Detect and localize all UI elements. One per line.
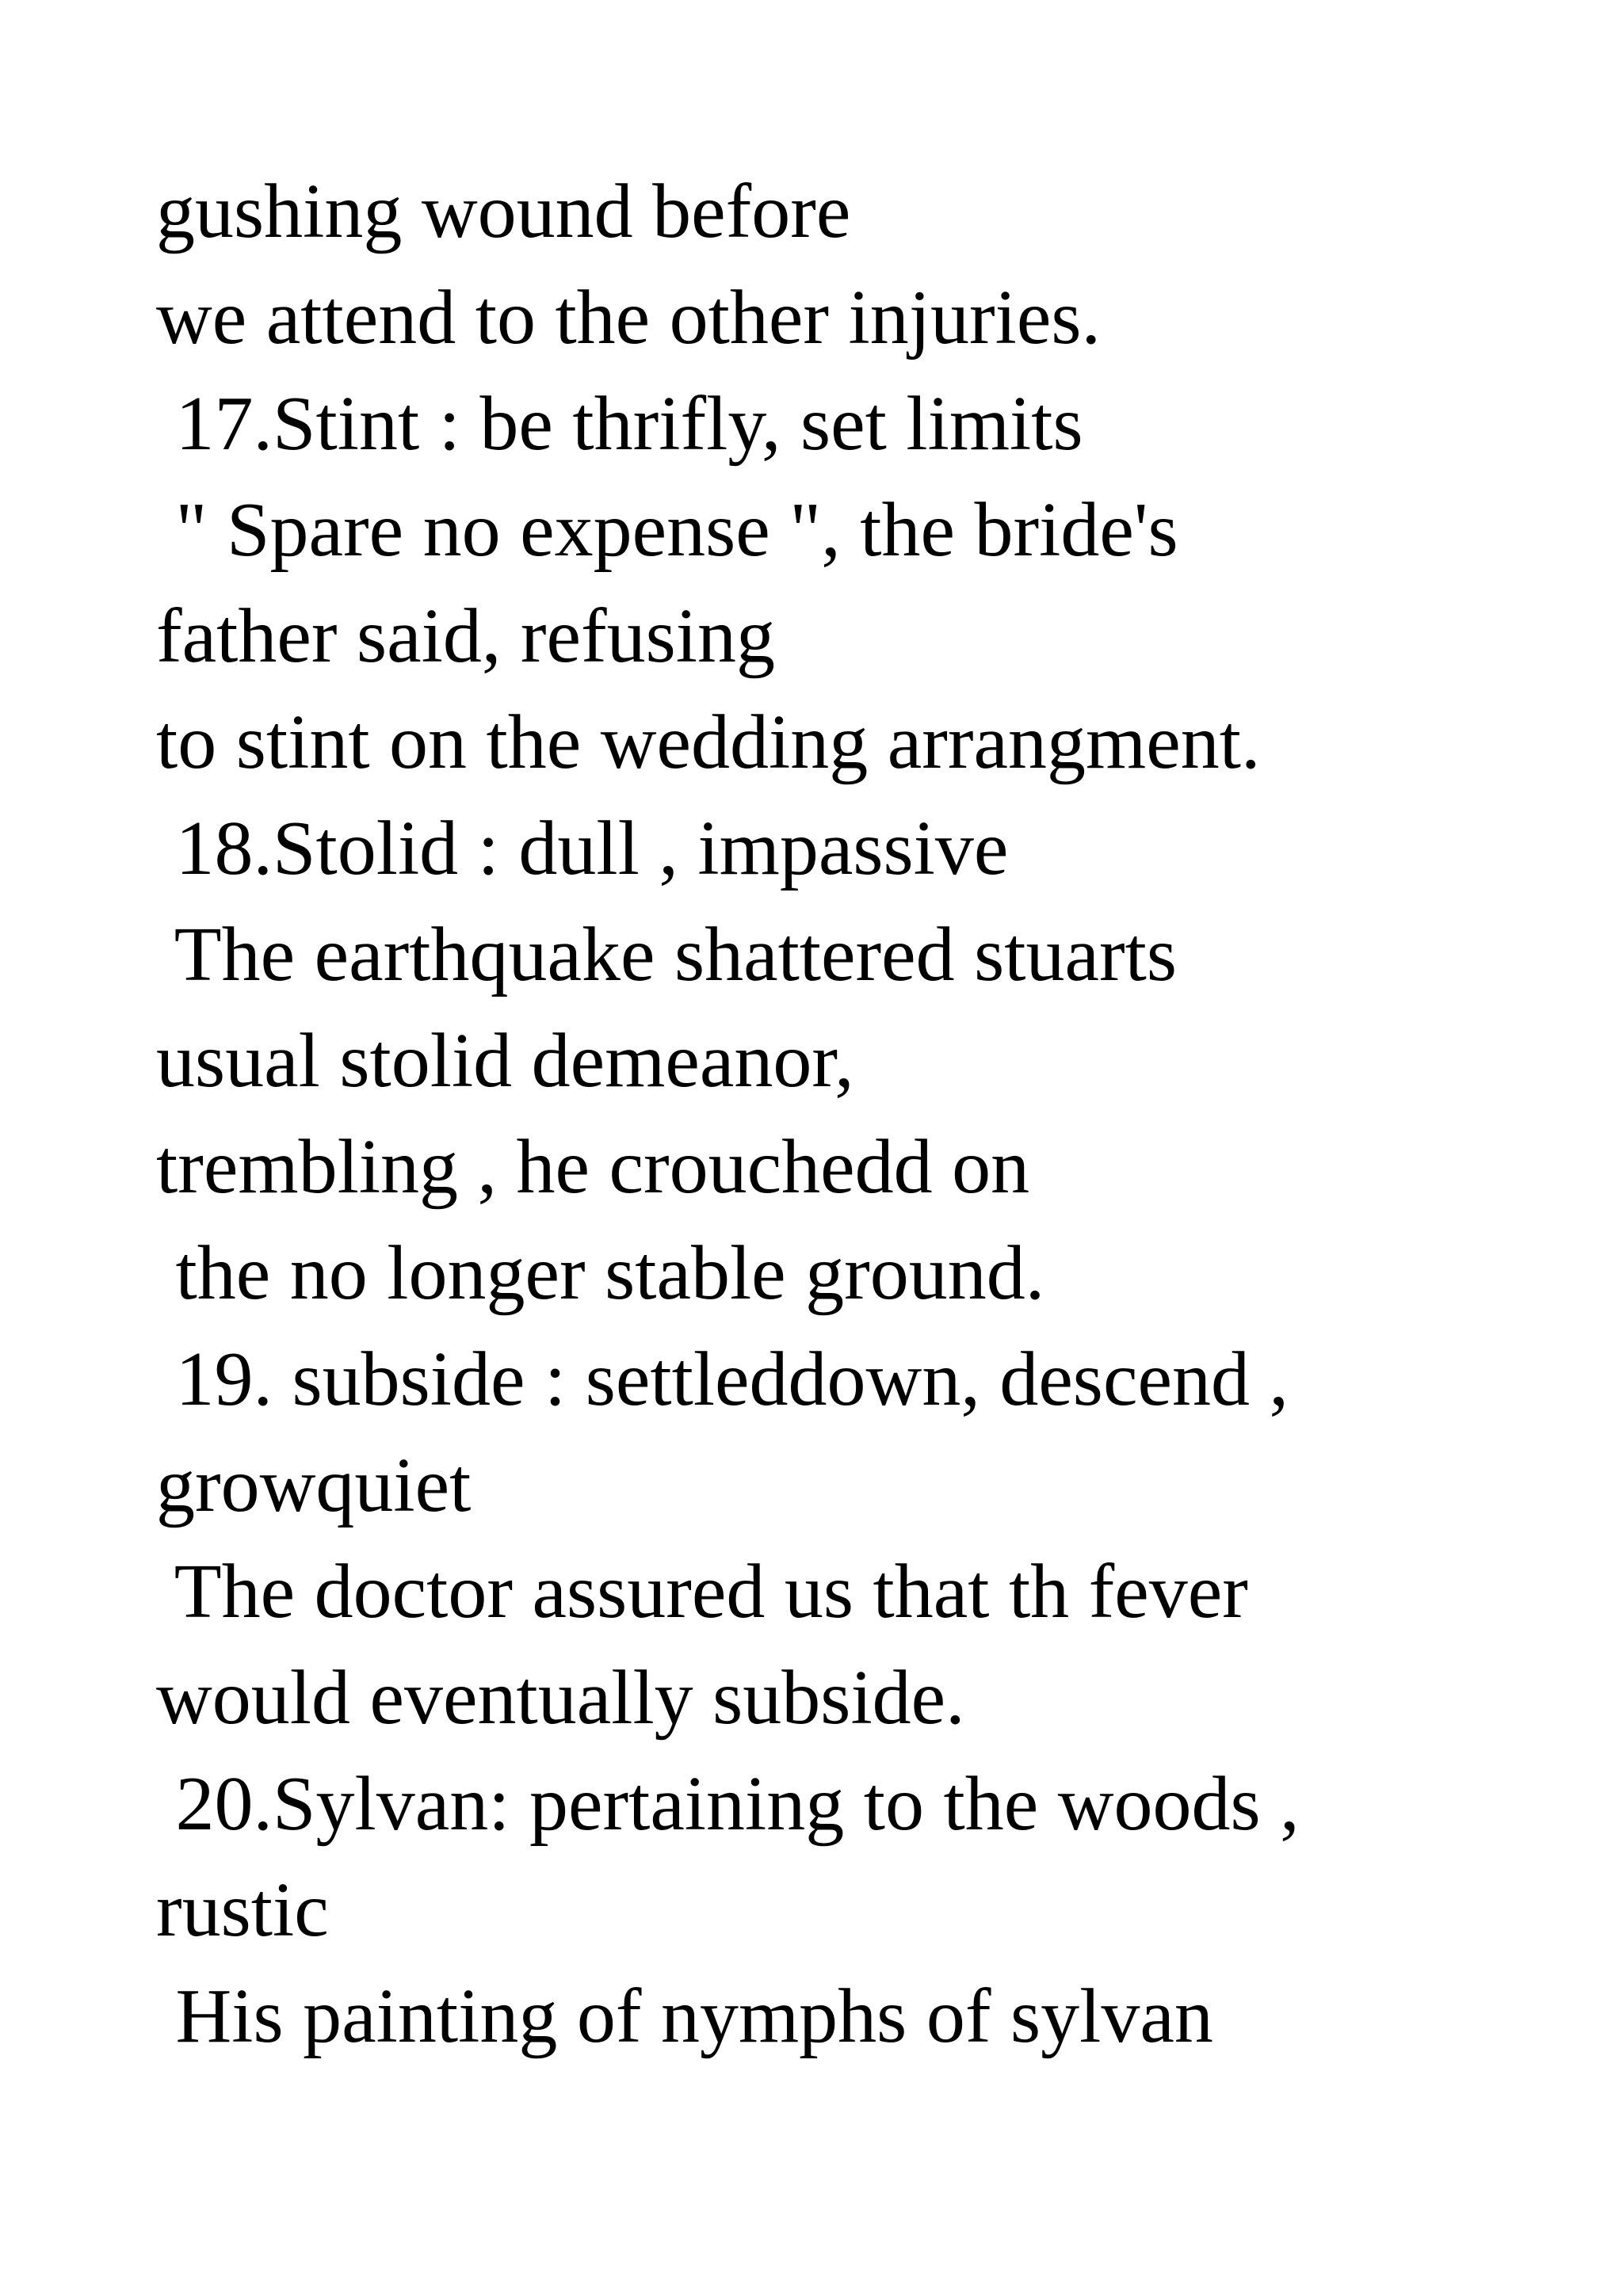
text-line: gushing wound before: [156, 169, 851, 254]
text-line: trembling , he crouchedd on: [156, 1124, 1030, 1210]
text-line: The earthquake shattered stuarts: [156, 912, 1178, 997]
text-line: 20.Sylvan: pertaining to the woods ,: [156, 1761, 1300, 1847]
text-body: [156, 158, 1583, 2069]
text-line: His painting of nymphs of sylvan: [156, 1974, 1213, 2059]
text-line: The doctor assured us that th fever: [156, 1549, 1248, 1634]
text-line: father said, refusing: [156, 593, 775, 679]
text-line: the no longer stable ground.: [156, 1230, 1045, 1316]
text-line: growquiet: [156, 1443, 472, 1528]
text-line: usual stolid demeanor,: [156, 1018, 854, 1104]
text-line: we attend to the other injuries.: [156, 275, 1101, 360]
text-line: " Spare no expense ", the bride's: [156, 487, 1178, 573]
text-line: 18.Stolid : dull , impassive: [156, 806, 1009, 891]
text-line: would eventually subside.: [156, 1655, 965, 1741]
text-line: 17.Stint : be thrifly, set limits: [156, 381, 1083, 467]
text-line: rustic: [156, 1867, 329, 1953]
text-line: to stint on the wedding arrangment.: [156, 700, 1261, 785]
text-line: 19. subside : settleddown, descend ,: [156, 1337, 1289, 1422]
